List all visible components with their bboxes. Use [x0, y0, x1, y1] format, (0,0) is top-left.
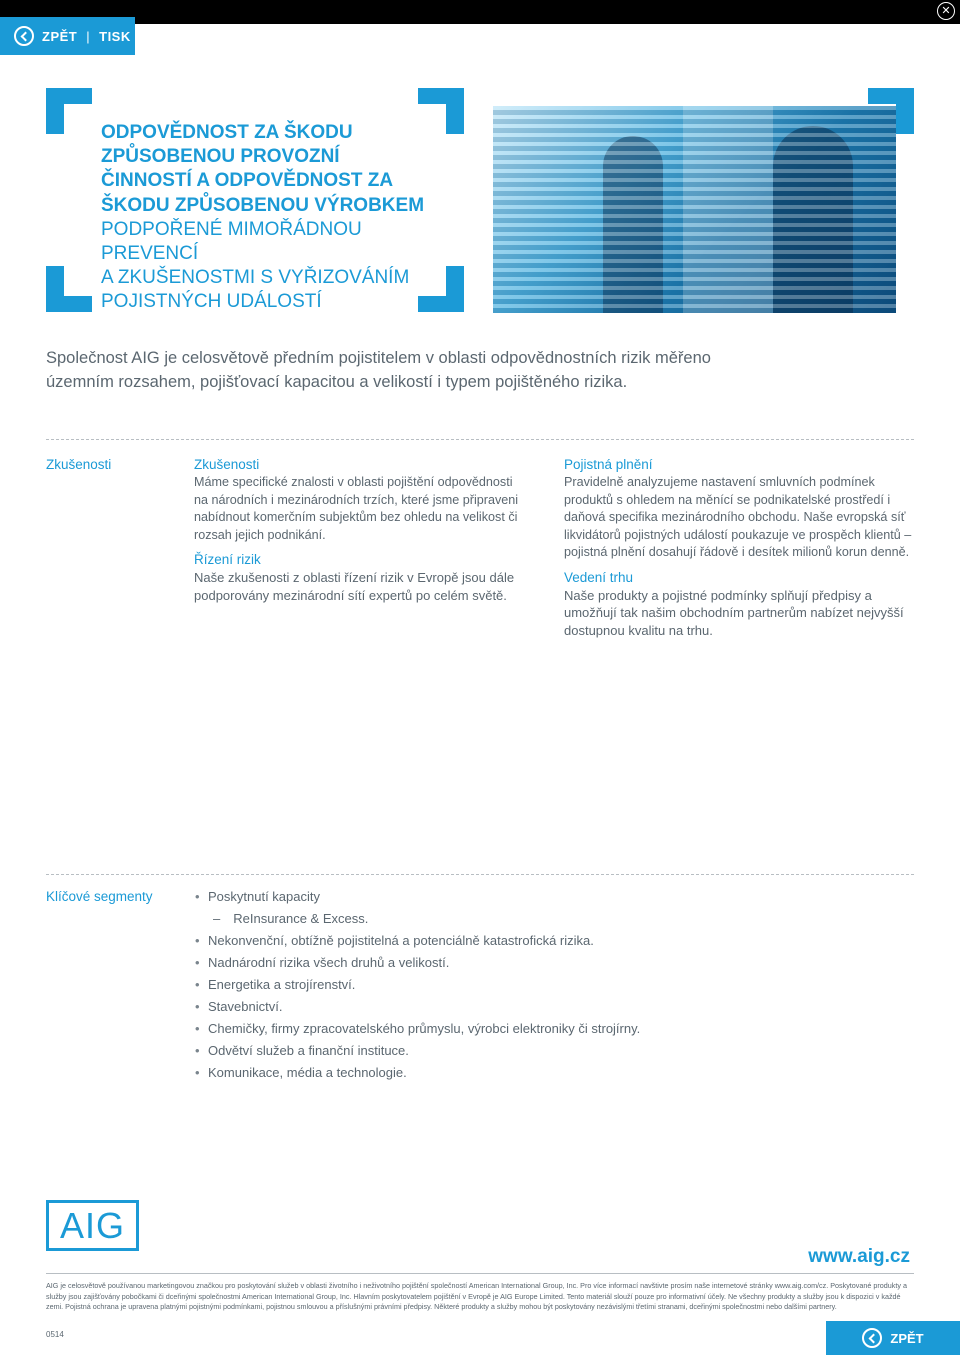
list-item: • Stavebnictví. [195, 996, 640, 1018]
website-link[interactable]: www.aig.cz [808, 1246, 910, 1267]
section-text: Naše produkty a pojistné podmínky splňují předpisy a umožňují tak našim obchodním partnerům nabízet nejvyšší dostupnou kvalitu na trhu. [564, 587, 904, 638]
back-button[interactable]: ZPĚT [42, 28, 78, 44]
close-icon[interactable]: ✕ [937, 2, 955, 20]
list-item [195, 908, 640, 930]
section-heading: Vedení trhu [564, 569, 634, 585]
back-arrow-icon[interactable] [14, 26, 34, 46]
list-item: • Chemičky, firmy zpracovatelského průmyslu, výrobci elektroniky či strojírny. [195, 1018, 640, 1040]
title-line: ČINNOSTÍ A ODPOVĚDNOST ZA [101, 170, 394, 192]
page-title [101, 121, 441, 315]
top-bar [0, 0, 960, 24]
list-item: • Nekonvenční, obtížně pojistitelná a potenciálně katastrofická rizika. [195, 930, 640, 952]
divider [46, 439, 914, 440]
bracket-bottom-left [46, 266, 92, 312]
document-code: 0514 [46, 1330, 64, 1339]
list-item: • Nadnárodní rizika všech druhů a velikostí. [195, 952, 640, 974]
print-button[interactable]: TISK [99, 28, 131, 44]
subtitle-line: POJISTNÝCH UDÁLOSTÍ [101, 291, 322, 313]
section-label-segments: Klíčové segmenty [46, 889, 153, 904]
title-line: ZPŮSOBENOU PROVOZNÍ [101, 146, 340, 168]
intro-text [46, 346, 806, 394]
section-text: Máme specifické znalosti v oblasti pojištění odpovědnosti na národních i mezinárodních trzích, které jsme připraveni nabídnout komerčním subjektům bez ohledu na velikost či rozsah jejich podnikání. [194, 475, 519, 542]
section-heading: Řízení rizik [194, 552, 261, 567]
bracket-top-left [46, 88, 92, 134]
section-text: Naše zkušenosti z oblasti řízení rizik v Evropě jsou dále podporovány mezinárodní sítí expertů po celém světě. [194, 570, 515, 603]
section-heading: Zkušenosti [194, 457, 260, 472]
title-line: ŠKODU ZPŮSOBENOU VÝROBKEM [101, 194, 425, 216]
hero-photo [493, 106, 896, 313]
nav-separator: | [86, 28, 91, 44]
experience-column-left [194, 456, 524, 611]
list-item: • Komunikace, média a technologie. [195, 1062, 640, 1084]
subtitle-line: A ZKUŠENOSTMI S VYŘIZOVÁNÍM [101, 267, 410, 289]
subtitle-line: PODPOŘENÉ MIMOŘÁDNOU PREVENCÍ [101, 218, 362, 265]
section-heading: Pojistná plnění [564, 457, 653, 472]
segments-list [195, 886, 640, 1084]
list-item: • Energetika a strojírenství. [195, 974, 640, 996]
footer-divider [46, 1273, 914, 1274]
list-item: • Poskytnutí kapacity [195, 886, 640, 908]
back-arrow-icon [862, 1328, 882, 1348]
section-label-experience: Zkušenosti [46, 457, 112, 472]
experience-column-right [564, 456, 916, 646]
list-item: • Odvětví služeb a finanční instituce. [195, 1040, 640, 1062]
nav-bar [0, 17, 135, 55]
disclaimer-text: AIG je celosvětově používanou marketingovou značkou pro poskytování služeb v oblasti životního i neživotního pojištění společností American International Group, Inc. Pro více informací navštivte prosím naše internetové stránky www.aig.com/cz. Poskytované produkty a služby jsou zajišťovány pobočkami či dceřinými společnostmi American International Group, Inc. Hlavním poskytovatelem pojištění v Evropě je AIG Europe Limited. Tento materiál slouží pouze pro informativní účely. Ne všechny produkty a služby jsou k dispozici v každé zemi. Pojistná ochrana je upravena platnými pojistnými podmínkami, pojistnou smlouvou a příslušnými právními předpisy. Některé produkty a služby mohou být poskytovány nezávislými třetími stranami, dceřinými společnostmi nebo dalšími partnery. [46, 1281, 907, 1312]
section-text: Pravidelně analyzujeme nastavení smluvních podmínek produktů s ohledem na měnící se podnikatelské prostředí i daňová specifika mezinárodního obchodu. Naše evropská síť likvidátorů pojistných událostí poukazuje ve prospěch klientů – pojistná plnění dosahují řádově i desítek milionů korun denně. [564, 475, 912, 559]
intro-line: Společnost AIG je celosvětově předním pojistitelem v oblasti odpovědnostních rizik měřeno [46, 349, 711, 367]
back-button-label: ZPĚT [890, 1330, 924, 1346]
back-button-bottom[interactable] [826, 1321, 960, 1355]
intro-line: územním rozsahem, pojišťovací kapacitou a velikostí i typem pojištěného rizika. [46, 373, 628, 391]
divider [46, 874, 914, 875]
sub-mark: – [213, 911, 221, 926]
aig-logo: AIG [46, 1200, 139, 1251]
title-line: ODPOVĚDNOST ZA ŠKODU [101, 122, 353, 143]
list-item-text: ReInsurance & Excess. [233, 911, 369, 926]
